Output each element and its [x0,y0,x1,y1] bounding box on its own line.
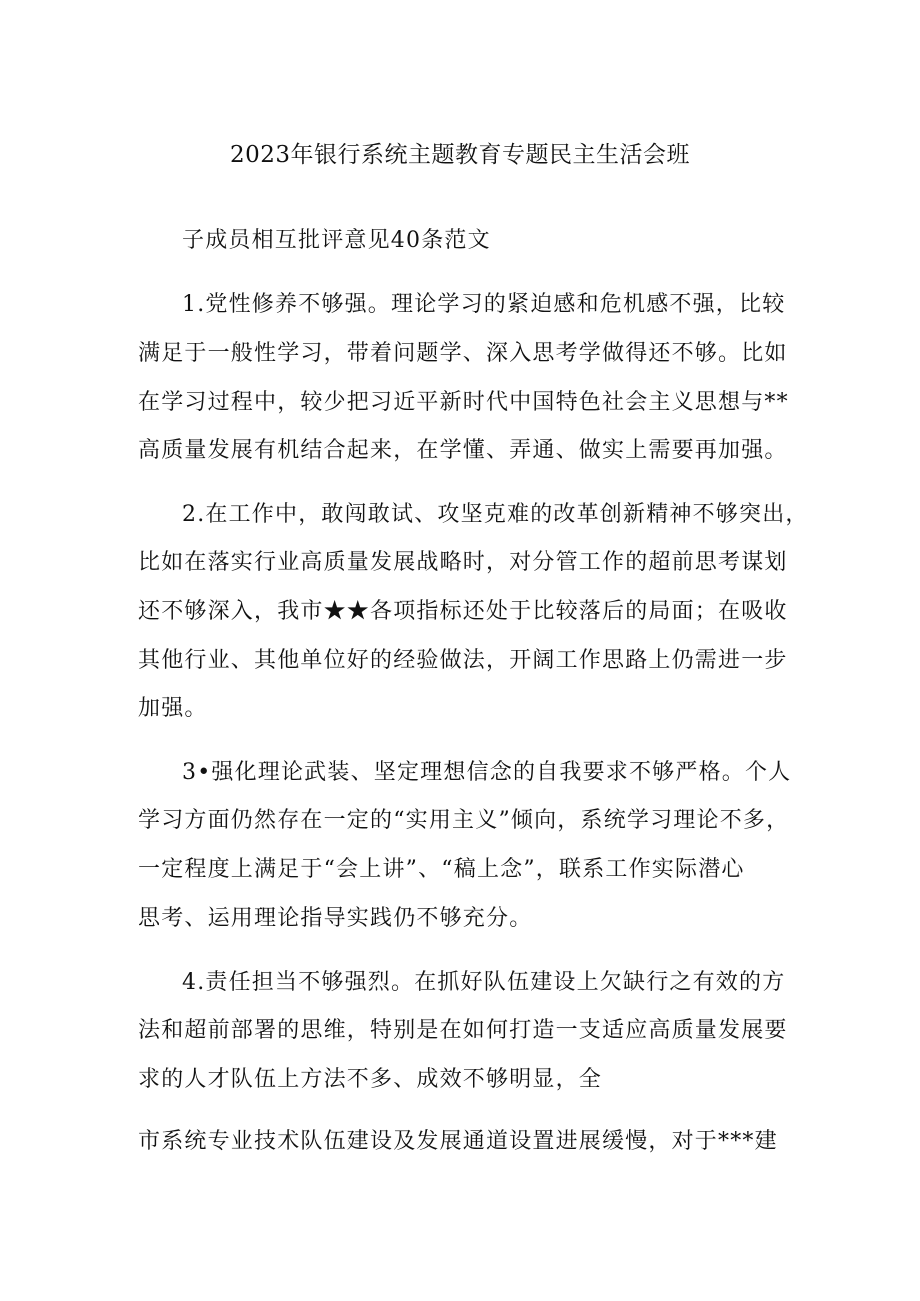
paragraph-2-line-1: 2.在工作中，敢闯敢试、攻坚克难的改革创新精神不够突出， [182,502,809,527]
paragraph-5-line-1: 市系统专业技术队伍建设及发展通道设置进展缓慢，对于***建 [138,1129,778,1154]
paragraph-3-line-3: 一定程度上满足于“会上讲”、“稿上念”，联系工作实际潜心 [138,857,745,882]
document-subtitle: 子成员相互批评意见40条范文 [182,228,491,253]
paragraph-2-line-3: 还不够深入，我市★★各项指标还处于比较落后的局面；在吸收 [138,599,788,624]
paragraph-3-line-1: 3•强化理论武装、坚定理想信念的自我要求不够严格。个人 [182,760,792,785]
paragraph-3-line-2: 学习方面仍然存在一定的“实用主义”倾向，系统学习理论不多， [138,808,790,833]
paragraph-4-line-2: 法和超前部署的思维，特别是在如何打造一支适应高质量发展要 [138,1018,788,1043]
paragraph-3-line-4: 思考、运用理论指导实践仍不够充分。 [138,906,533,931]
paragraph-1-line-3: 在学习过程中，较少把习近平新时代中国特色社会主义思想与** [138,390,789,415]
paragraph-4-line-1: 4.责任担当不够强烈。在抓好队伍建设上欠缺行之有效的方 [182,970,786,995]
paragraph-1-line-1: 1.党性修养不够强。理论学习的紧迫感和危机感不强，比较 [182,292,786,317]
paragraph-1-line-4: 高质量发展有机结合起来，在学懂、弄通、做实上需要再加强。 [138,438,788,463]
paragraph-2-line-2: 比如在落实行业高质量发展战略时，对分管工作的超前思考谋划 [138,550,788,575]
paragraph-2-line-5: 加强。 [138,696,208,721]
document-title: 2023年银行系统主题教育专题民主生活会班 [229,142,691,168]
paragraph-4-line-3: 求的人才队伍上方法不多、成效不够明显，全 [138,1067,603,1092]
paragraph-1-line-2: 满足于一般性学习，带着问题学、深入思考学做得还不够。比如 [138,341,788,366]
paragraph-2-line-4: 其他行业、其他单位好的经验做法，开阔工作思路上仍需进一步 [138,648,788,673]
